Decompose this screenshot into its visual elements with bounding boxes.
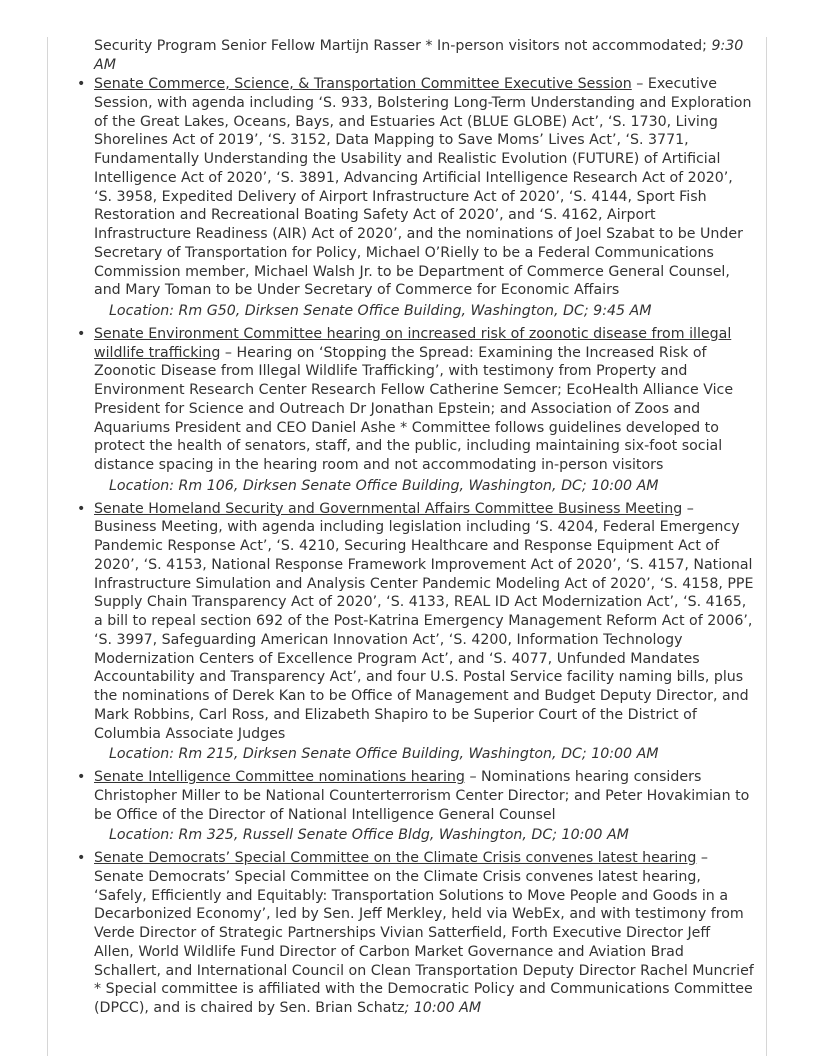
event-location: Location: Rm 325, Russell Senate Office Bldg, Washington, DC; 10:00 AM [109,827,629,844]
event-list [77,75,754,1020]
bullet-icon: • [77,76,86,92]
event-title-link[interactable]: Senate Democrats’ Special Committee on the Climate Crisis convenes latest hearing [94,850,697,866]
list-item [77,325,754,496]
event-title-link[interactable]: Senate Environment Committee hearing on increased risk of zoonotic disease from illegal wildlife trafficking [94,325,732,361]
event-description: – Senate Democrats’ Special Committee on the Climate Crisis convenes latest hearing, ‘Safely, Efficiently and Equitably: Transportation Solutions to Move People and Goods in a Decarbonized Economy’, led by Sen. Jeff Merkley, held via WebEx, and with testimony from Verde Director of Strategic Partnerships Vivian Satterfield, Forth Executive Director Jeff Allen, World Wildlife Fund Director of Carbon Market Governance and Aviation Brad Schallert, and International Council on Clean Transportation Deputy Director Rachel Muncrief * Special committee is affiliated with the Democratic Policy and Communications Committee (DPCC), and is chaired by Sen. Brian Schatz [94,850,754,1016]
event-description: – Business Meeting, with agenda including legislation including ‘S. 4204, Federal Emergency Pandemic Response Act’, ‘S. 4210, Securing Healthcare and Response Equipment Act of 2020’, ‘S. 4153, National Response Framework Improvement Act of 2020’, ‘S. 4157, National Infrastructure Simulation and Analysis Center Pandemic Modeling Act of 2020’, ‘S. 4158, PPE Supply Chain Transparency Act of 2020’, ‘S. 4133, REAL ID Act Modernization Act’, ‘S. 4165, a bill to repeal section 692 of the Post-Katrina Emergency Management Reform Act of 2006’, ‘S. 3997, Safeguarding American Innovation Act’, ‘S. 4200, Information Technology Modernization Centers of Excellence Program Act’, and ‘S. 4077, Unfunded Mandates Accountability and Transparency Act’, and four U.S. Postal Service facility naming bills, plus the nominations of Derek Kan to be Office of Management and Budget Deputy Director, and Mark Robbins, Carl Ross, and Elizabeth Shapiro to be Superior Court of the District of Columbia Associate Judges [94,500,754,742]
bullet-icon: • [77,500,86,517]
list-item [77,768,754,845]
event-title-link[interactable]: Senate Intelligence Committee nominations hearing [94,769,465,785]
event-location: Location: Rm 215, Dirksen Senate Office Building, Washington, DC; 10:00 AM [109,746,659,763]
document-page [47,37,767,1056]
bullet-icon: • [77,850,86,866]
list-item [77,75,754,321]
event-description: – Nominations hearing considers Christopher Miller to be National Counterterrorism Center Director; and Peter Hovakimian to be Office of the Director of National Intelligence General Counsel [94,769,750,823]
list-item [77,500,754,765]
bullet-icon: • [77,325,86,342]
event-location: Location: Rm G50, Dirksen Senate Office Building, Washington, DC; 9:45 AM [109,303,652,319]
bullet-icon: • [77,769,86,785]
event-title-link[interactable]: Senate Homeland Security and Governmental Affairs Committee Business Meeting [94,500,683,517]
lead-time: 9:30 AM [94,38,744,73]
event-description: – Executive Session, with agenda including ‘S. 933, Bolstering Long-Term Understanding and Exploration of the Great Lakes, Oceans, Bays, and Estuaries Act (BLUE GLOBE) Act’, ‘S. 1730, Living Shorelines Act of 2019’, ‘S. 3152, Data Mapping to Save Moms’ Lives Act’, ‘S. 3771, Fundamentally Understanding the Usability and Realistic Evolution (FUTURE) of Artificial Intelligence Act of 2020’, ‘S. 3891, Advancing Artificial Intelligence Research Act of 2020’, ‘S. 3958, Expedited Delivery of Airport Infrastructure Act of 2020’, ‘S. 4144, Sport Fish Restoration and Recreational Boating Safety Act of 2020’, and ‘S. 4162, Airport Infrastructure Readiness (AIR) Act of 2020’, and the nominations of Joel Szabat to be Under Secretary of Transportation for Policy, Michael O’Rielly to be a Federal Communications Commission member, Michael Walsh Jr. to be Department of Commerce General Counsel, and Mary Toman to be Under Secretary of Commerce for Economic Affairs [94,76,752,299]
lead-paragraph [94,37,754,75]
event-time: ; 10:00 AM [404,1000,482,1016]
event-description: – Hearing on ‘Stopping the Spread: Examining the Increased Risk of Zoonotic Disease from Illegal Wildlife Trafficking’, with testimony from Property and Environment Research Center Research Fellow Catherine Semcer; EcoHealth Alliance Vice President for Science and Outreach Dr Jonathan Epstein; and Association of Zoos and Aquariums President and CEO Daniel Ashe * Committee follows guidelines developed to protect the health of senators, staff, and the public, including maintaining six-foot social distance spacing in the hearing room and not accommodating in-person visitors [94,344,734,473]
event-location: Location: Rm 106, Dirksen Senate Office Building, Washington, DC; 10:00 AM [109,477,659,494]
lead-text: Security Program Senior Fellow Martijn Rasser * In-person visitors not accommodated; [94,38,707,54]
list-item [77,849,754,1018]
event-title-link[interactable]: Senate Commerce, Science, & Transportation Committee Executive Session [94,76,632,92]
